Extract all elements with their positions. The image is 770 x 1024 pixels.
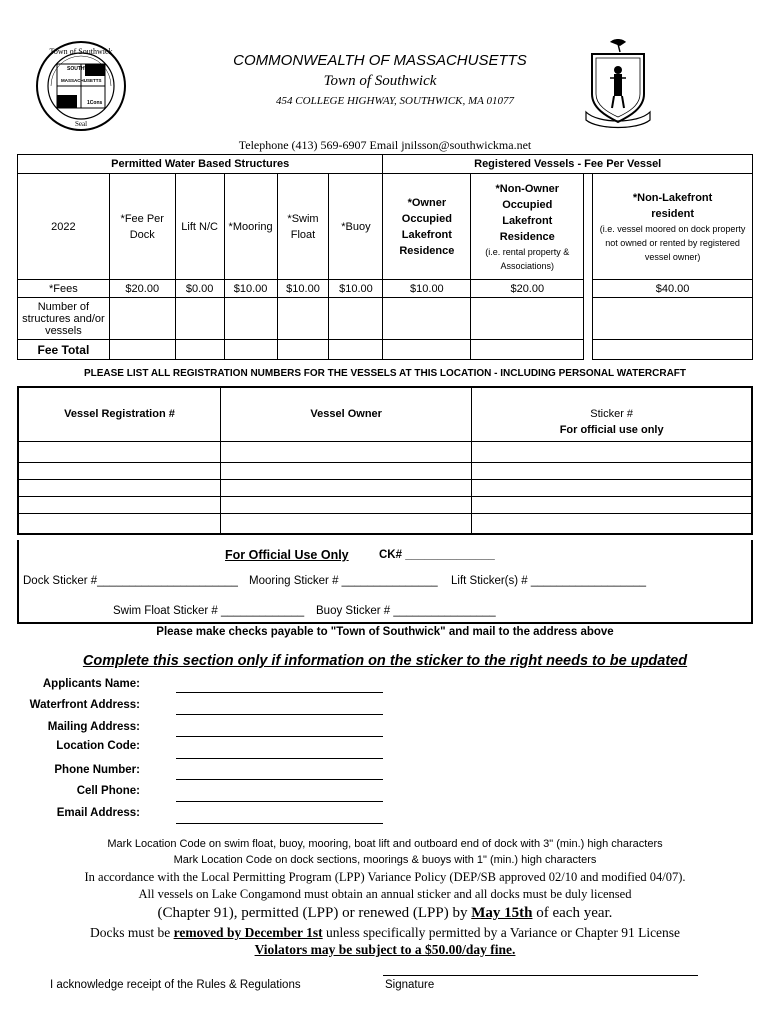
- col-mooring: *Mooring: [224, 174, 277, 280]
- rule-deadline-c: of each year.: [532, 905, 613, 921]
- rule-3in-characters: Mark Location Code on swim float, buoy, mooring, boat lift and outboard end of dock with 3" (min.) high characters: [107, 838, 663, 850]
- waterfront-address-field[interactable]: [176, 713, 383, 715]
- total-non-lakefront-field[interactable]: [593, 340, 753, 360]
- rule-dock-removal: [0, 925, 770, 941]
- number-dock-field[interactable]: [109, 298, 175, 340]
- fee-lift: $0.00: [175, 280, 224, 298]
- col-dock: *Fee Per Dock: [109, 174, 175, 280]
- col-non-owner-note: (i.e. rental property & Associations): [485, 246, 570, 271]
- col-buoy: *Buoy: [329, 174, 383, 280]
- header-state: COMMONWEALTH OF MASSACHUSETTS: [233, 52, 527, 69]
- vessel-reg-field[interactable]: [18, 479, 221, 496]
- col-non-owner-title: *Non-Owner Occupied Lakefront Residence: [495, 182, 560, 243]
- vessel-instruction: PLEASE LIST ALL REGISTRATION NUMBERS FOR THE VESSELS AT THIS LOCATION - INCLUDING PERSONAL WATERCRAFT: [83, 368, 687, 379]
- number-non-lakefront-field[interactable]: [593, 298, 753, 340]
- cell-phone-label: Cell Phone:: [76, 785, 140, 797]
- rule-deadline-a: (Chapter 91), permitted (LPP) or renewed (LPP) by: [157, 905, 472, 921]
- location-code-field[interactable]: [176, 757, 383, 759]
- number-mooring-field[interactable]: [224, 298, 277, 340]
- number-swim-float-field[interactable]: [277, 298, 329, 340]
- col-non-lakefront-note: (i.e. vessel moored on dock property not owned or rented by registered vessel owner): [599, 223, 746, 262]
- sticker-field[interactable]: [472, 479, 752, 496]
- col-swim-float: *Swim Float: [277, 174, 329, 280]
- phone-number-label: Phone Number:: [54, 764, 140, 776]
- official-title: For Official Use Only: [225, 548, 349, 562]
- mailing-address-field[interactable]: [176, 735, 383, 737]
- vessel-reg-field[interactable]: [18, 462, 221, 479]
- dock-sticker-field[interactable]: Dock Sticker #______________________: [23, 575, 238, 587]
- rule-lpp-policy: In accordance with the Local Permitting Program (LPP) Variance Policy (DEP/SB approved 02/10 and modified 04/07).: [84, 870, 686, 884]
- rule-dock-removal-c: unless specifically permitted by a Variance or Chapter 91 License: [322, 925, 681, 940]
- fee-mooring: $10.00: [224, 280, 277, 298]
- col-vessel-registration: Vessel Registration #: [18, 387, 221, 441]
- seal-line2: MASSACHUSETTS: [61, 78, 102, 83]
- buoy-sticker-field[interactable]: Buoy Sticker # ________________: [316, 605, 496, 617]
- rule-dock-removal-date: removed by December 1st: [173, 925, 323, 940]
- number-lift-field[interactable]: [175, 298, 224, 340]
- location-code-label: Location Code:: [56, 740, 140, 752]
- col-owner-occupied: *Owner Occupied Lakefront Residence: [383, 174, 471, 280]
- lift-sticker-field[interactable]: Lift Sticker(s) # __________________: [451, 575, 647, 587]
- cell-phone-field[interactable]: [176, 800, 383, 802]
- group-vessels: Registered Vessels - Fee Per Vessel: [383, 155, 753, 174]
- fee-dock: $20.00: [109, 280, 175, 298]
- rule-dock-removal-a: Docks must be: [89, 925, 174, 940]
- town-seal: [35, 40, 127, 132]
- official-ck[interactable]: CK# ______________: [379, 549, 495, 561]
- vessel-owner-field[interactable]: [221, 462, 472, 479]
- row-total-label: Fee Total: [18, 340, 110, 360]
- email-address-field[interactable]: [176, 822, 383, 824]
- col-lift: Lift N/C: [175, 174, 224, 280]
- total-non-owner-field[interactable]: [471, 340, 584, 360]
- fee-swim-float: $10.00: [277, 280, 329, 298]
- year-label: 2022: [18, 174, 110, 280]
- number-owner-occupied-field[interactable]: [383, 298, 471, 340]
- checks-payable-note: Please make checks payable to "Town of Southwick" and mail to the address above: [156, 626, 614, 638]
- gap-cell: [584, 298, 593, 340]
- vessel-reg-field[interactable]: [18, 513, 221, 534]
- seal-ring-text: Town of Southwick: [49, 47, 113, 56]
- col-sticker-label: Sticker #: [590, 408, 634, 420]
- vessel-owner-field[interactable]: [221, 496, 472, 513]
- swim-float-sticker-field[interactable]: Swim Float Sticker # _____________: [113, 605, 305, 617]
- gap-cell: [584, 174, 593, 280]
- fee-owner-occupied: $10.00: [383, 280, 471, 298]
- sticker-field[interactable]: [472, 441, 752, 462]
- header-town: Town of Southwick: [323, 73, 437, 89]
- fees-table: [17, 154, 753, 360]
- group-structures: Permitted Water Based Structures: [18, 155, 383, 174]
- signature-label: Signature: [385, 979, 435, 991]
- mailing-address-label: Mailing Address:: [47, 721, 140, 733]
- fee-non-lakefront: $40.00: [593, 280, 753, 298]
- email-address-label: Email Address:: [56, 807, 140, 819]
- col-non-lakefront: [593, 174, 753, 280]
- vessel-table: [17, 386, 753, 535]
- vessel-reg-field[interactable]: [18, 441, 221, 462]
- vessel-owner-field[interactable]: [221, 513, 472, 534]
- col-non-owner: [471, 174, 584, 280]
- waterfront-address-label: Waterfront Address:: [29, 699, 140, 711]
- total-owner-occupied-field[interactable]: [383, 340, 471, 360]
- number-buoy-field[interactable]: [329, 298, 383, 340]
- total-swim-float-field[interactable]: [277, 340, 329, 360]
- signature-line[interactable]: [383, 975, 698, 976]
- seal-line3: 1Cons: [87, 100, 103, 106]
- vessel-owner-field[interactable]: [221, 479, 472, 496]
- acknowledge-text: I acknowledge receipt of the Rules & Regulations: [50, 979, 301, 991]
- col-sticker: [472, 387, 752, 441]
- fee-buoy: $10.00: [329, 280, 383, 298]
- applicant-name-label: Applicants Name:: [42, 678, 140, 690]
- rule-deadline-date: May 15th: [471, 905, 533, 921]
- rule-annual-sticker: All vessels on Lake Congamond must obtain an annual sticker and all docks must be duly licensed: [138, 887, 632, 901]
- fee-non-owner: $20.00: [471, 280, 584, 298]
- rule-deadline: [0, 905, 770, 922]
- col-vessel-owner: Vessel Owner: [221, 387, 472, 441]
- applicant-name-field[interactable]: [176, 691, 383, 693]
- row-number-label: Number of structures and/or vessels: [18, 298, 110, 340]
- update-section-title: Complete this section only if information on the sticker to the right needs to be updated: [82, 653, 688, 669]
- rule-violation-fine: Violators may be subject to a $50.00/day fine.: [254, 942, 516, 957]
- vessel-owner-field[interactable]: [221, 441, 472, 462]
- row-fees-label: *Fees: [18, 280, 110, 298]
- total-lift-field[interactable]: [175, 340, 224, 360]
- rule-1in-characters: Mark Location Code on dock sections, moorings & buoys with 1" (min.) high characters: [173, 854, 597, 866]
- gap-cell: [584, 340, 593, 360]
- seal-ring-bottom: Seal: [74, 120, 88, 128]
- header-telephone: Telephone (413) 569-6907 Email jnilsson@southwickma.net: [238, 138, 532, 152]
- sticker-field[interactable]: [472, 496, 752, 513]
- total-dock-field[interactable]: [109, 340, 175, 360]
- official-use-box: [17, 540, 753, 624]
- col-sticker-official: For official use only: [559, 424, 664, 436]
- seal-line1: SOUTHWICK: [67, 66, 98, 72]
- gap-cell: [584, 280, 593, 298]
- header-address: 454 COLLEGE HIGHWAY, SOUTHWICK, MA 01077: [276, 95, 514, 107]
- total-buoy-field[interactable]: [329, 340, 383, 360]
- vessel-reg-field[interactable]: [18, 496, 221, 513]
- phone-number-field[interactable]: [176, 778, 383, 780]
- number-non-owner-field[interactable]: [471, 298, 584, 340]
- sticker-field[interactable]: [472, 462, 752, 479]
- col-non-lakefront-title: *Non-Lakefront resident: [632, 191, 713, 220]
- total-mooring-field[interactable]: [224, 340, 277, 360]
- mooring-sticker-field[interactable]: Mooring Sticker # _______________: [249, 575, 438, 587]
- sticker-field[interactable]: [472, 513, 752, 534]
